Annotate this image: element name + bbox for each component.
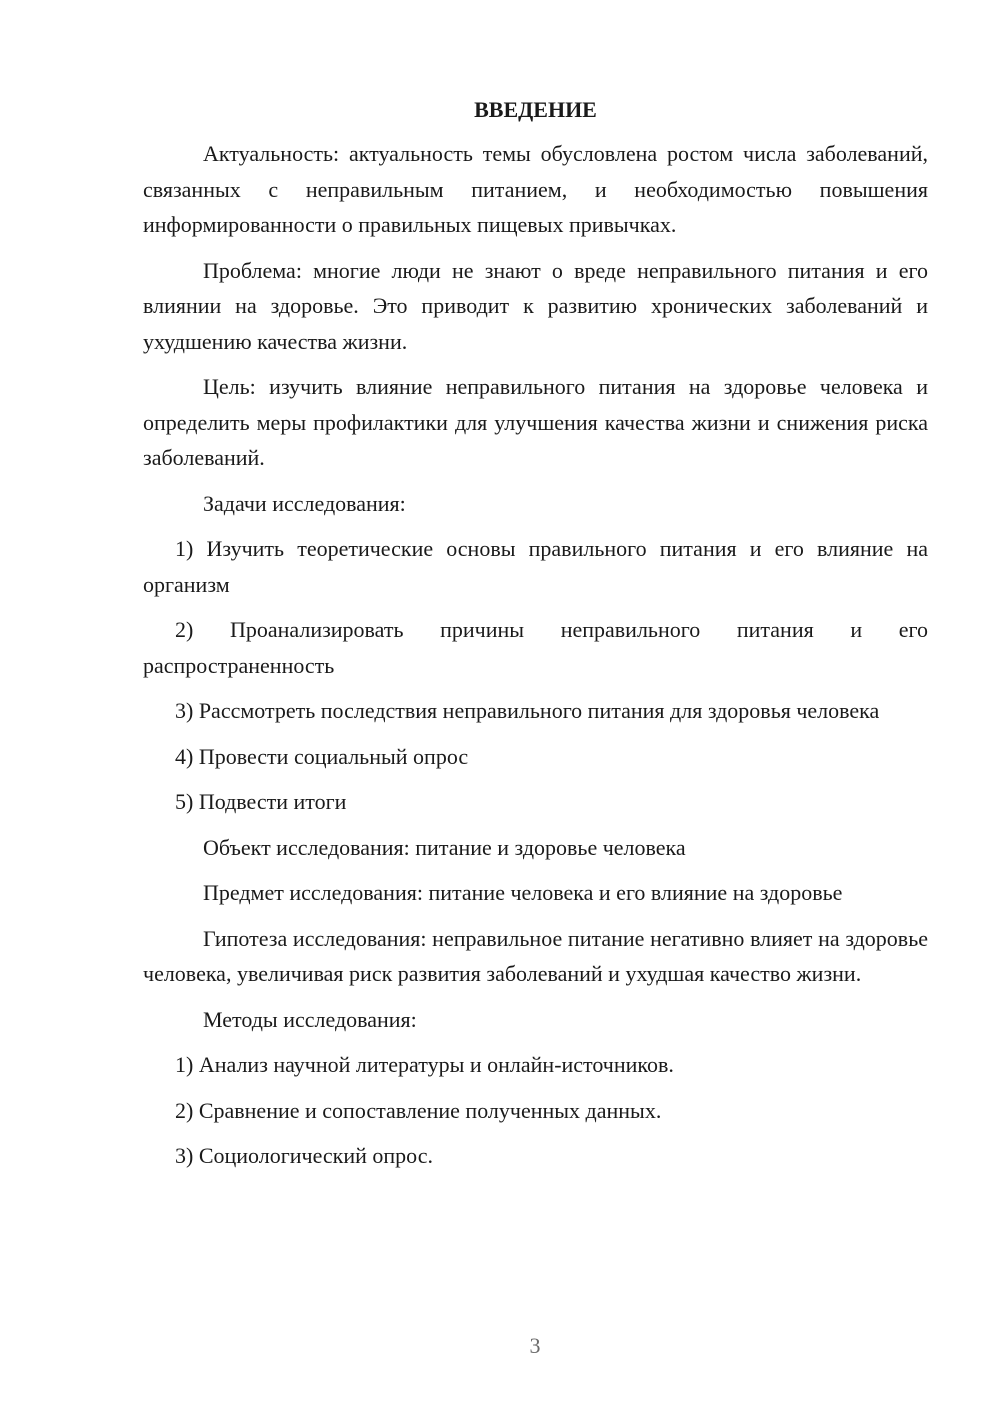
method-item: 1) Анализ научной литературы и онлайн-источников. (175, 1052, 674, 1077)
task-item: 2) Проанализировать причины неправильного питания и его распространенность (143, 617, 928, 678)
relevance-paragraph: Актуальность: актуальность темы обусловлена ростом числа заболеваний, связанных с неправильным питанием, и необходимостью повышения информированности о правильных пищевых привычках. (143, 141, 928, 237)
task-item: 4) Провести социальный опрос (175, 743, 469, 769)
section-title: ВВЕДЕНИЕ (474, 97, 597, 122)
task-item: 5) Подвести итоги (175, 789, 347, 814)
methods-heading: Методы исследования: (203, 1006, 417, 1032)
goal-paragraph: Цель: изучить влияние неправильного питания на здоровье человека и определить меры профилактики для улучшения качества жизни и снижения риска заболеваний. (143, 374, 928, 470)
task-item: 3) Рассмотреть последствия неправильного питания для здоровья человека (175, 698, 880, 723)
page-number: 3 (529, 1333, 541, 1358)
subject-paragraph: Предмет исследования: питание человека и его влияние на здоровье (203, 880, 843, 905)
document-body (143, 94, 928, 1184)
problem-paragraph: Проблема: многие люди не знают о вреде неправильного питания и его влиянии на здоровье. Это приводит к развитию хронических заболеваний и ухудшению качества жизни. (143, 257, 928, 354)
tasks-heading: Задачи исследования: (203, 490, 406, 516)
object-paragraph: Объект исследования: питание и здоровье человека (203, 834, 686, 860)
method-item: 3) Социологический опрос. (175, 1143, 433, 1168)
method-item: 2) Сравнение и сопоставление полученных данных. (175, 1097, 662, 1123)
hypothesis-paragraph: Гипотеза исследования: неправильное питание негативно влияет на здоровье человека, увеличивая риск развития заболеваний и ухудшая качество жизни. (143, 925, 928, 986)
task-item: 1) Изучить теоретические основы правильного питания и его влияние на организм (143, 536, 928, 597)
